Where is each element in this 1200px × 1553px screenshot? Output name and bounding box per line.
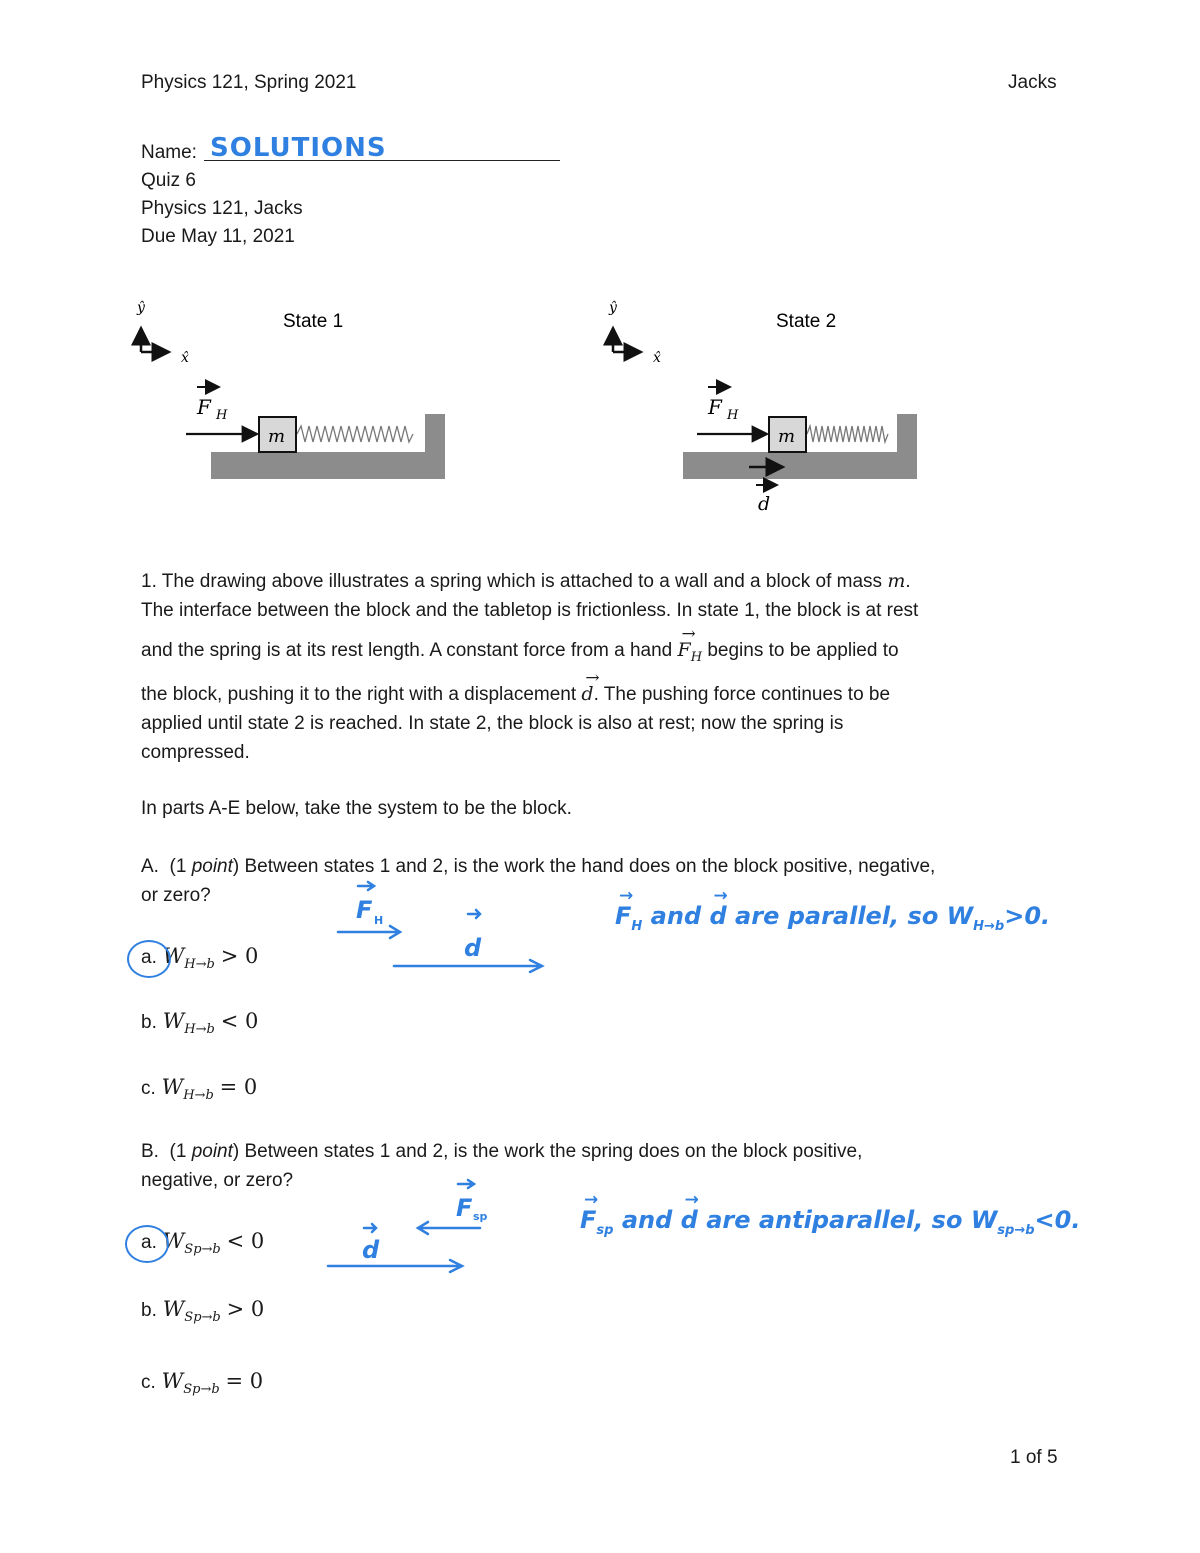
disp-label: d xyxy=(758,493,771,515)
force-vector: → F xyxy=(678,635,691,665)
partB-question: B. (1 point) Between states 1 and 2, is the work the spring does on the block positive, xyxy=(141,1141,863,1162)
partA-option-c[interactable]: c. $W_{H\to b} = 0$ xyxy=(141,1075,258,1104)
force-sub: H xyxy=(727,408,739,423)
q1-line1: 1. The drawing above illustrates a spring which is attached to a wall and a block of mass m. xyxy=(141,570,911,592)
axes-icon xyxy=(613,328,641,352)
selected-answer-circle xyxy=(125,1225,169,1263)
header-instructor: Jacks xyxy=(1008,72,1057,93)
sketch-force-label: F xyxy=(356,896,373,924)
name-label: Name: xyxy=(141,142,197,163)
q1-line3: and the spring is at its rest length. A constant force from a hand → $F_H$ begins to be applied to xyxy=(141,635,1071,673)
state1-figure xyxy=(125,292,465,522)
sketch-force-sub: H xyxy=(374,914,384,927)
partA-explanation: → $F_H$ and → d are parallel, so $W_{H\to b}>0$. xyxy=(615,902,1050,934)
partB-question-line2: negative, or zero? xyxy=(141,1170,294,1191)
y-axis-label: ŷ xyxy=(137,300,145,316)
due-date: Due May 11, 2021 xyxy=(141,226,295,247)
partB-explanation: → $F_{sp}$ and → d are antiparallel, so $W_{sp\to b}<0$. xyxy=(580,1206,1080,1238)
partA-vector-sketch xyxy=(330,880,560,980)
partB-option-b[interactable]: b. $W_{Sp\to b} > 0$ xyxy=(141,1297,265,1326)
state2-title: State 2 xyxy=(776,311,837,332)
sketch-force-sub: sp xyxy=(473,1210,488,1223)
partB-option-c[interactable]: c. $W_{Sp\to b} = 0$ xyxy=(141,1369,264,1398)
q1-line5: applied until state 2 is reached. In state 2, the block is also at rest; now the spring is xyxy=(141,713,844,734)
partA-option-b[interactable]: b. $W_{H\to b} < 0$ xyxy=(141,1009,259,1038)
sketch-disp-label: d xyxy=(362,1236,380,1264)
displacement-vector: → d xyxy=(581,679,593,709)
state2-figure xyxy=(597,292,937,522)
spring-icon xyxy=(807,426,888,442)
mass-label: m xyxy=(778,426,796,447)
state1-diagram xyxy=(125,292,465,522)
axes-icon xyxy=(141,328,169,352)
selected-answer-circle xyxy=(127,940,171,978)
spring-icon xyxy=(297,426,413,442)
q1-line4: the block, pushing it to the right with a displacement → d. The pushing force continues to be xyxy=(141,679,1071,710)
sketch-force-label: F xyxy=(456,1194,473,1222)
header-course: Physics 121, Spring 2021 xyxy=(141,72,357,93)
partA-question-line2: or zero? xyxy=(141,885,211,906)
q1-line6: compressed. xyxy=(141,742,250,763)
x-axis-label: x̂ xyxy=(181,350,189,366)
partA-option-a[interactable]: a. $W_{H\to b} > 0$ xyxy=(141,944,259,973)
force-sub: H xyxy=(216,408,228,423)
mass-label: m xyxy=(268,426,286,447)
course-line: Physics 121, Jacks xyxy=(141,198,303,219)
quiz-number: Quiz 6 xyxy=(141,170,196,191)
partA-question: A. (1 point) Between states 1 and 2, is the work the hand does on the block positive, negative, xyxy=(141,856,936,877)
x-axis-label: x̂ xyxy=(653,350,661,366)
table-wall xyxy=(211,414,445,479)
partB-vector-sketch xyxy=(320,1176,500,1276)
force-label: F xyxy=(197,395,211,419)
state1-title: State 1 xyxy=(283,311,344,332)
force-label: F xyxy=(708,395,722,419)
q1-line2: The interface between the block and the tabletop is frictionless. In state 1, the block is at rest xyxy=(141,600,919,621)
y-axis-label: ŷ xyxy=(609,300,617,316)
sketch-disp-label: d xyxy=(464,934,482,962)
partB-option-a[interactable]: a. $W_{Sp\to b} < 0$ xyxy=(141,1229,265,1258)
system-statement: In parts A-E below, take the system to be the block. xyxy=(141,798,572,819)
page-number: 1 of 5 xyxy=(1010,1447,1058,1468)
name-value: SOLUTIONS xyxy=(210,133,387,163)
state2-diagram xyxy=(597,292,937,522)
